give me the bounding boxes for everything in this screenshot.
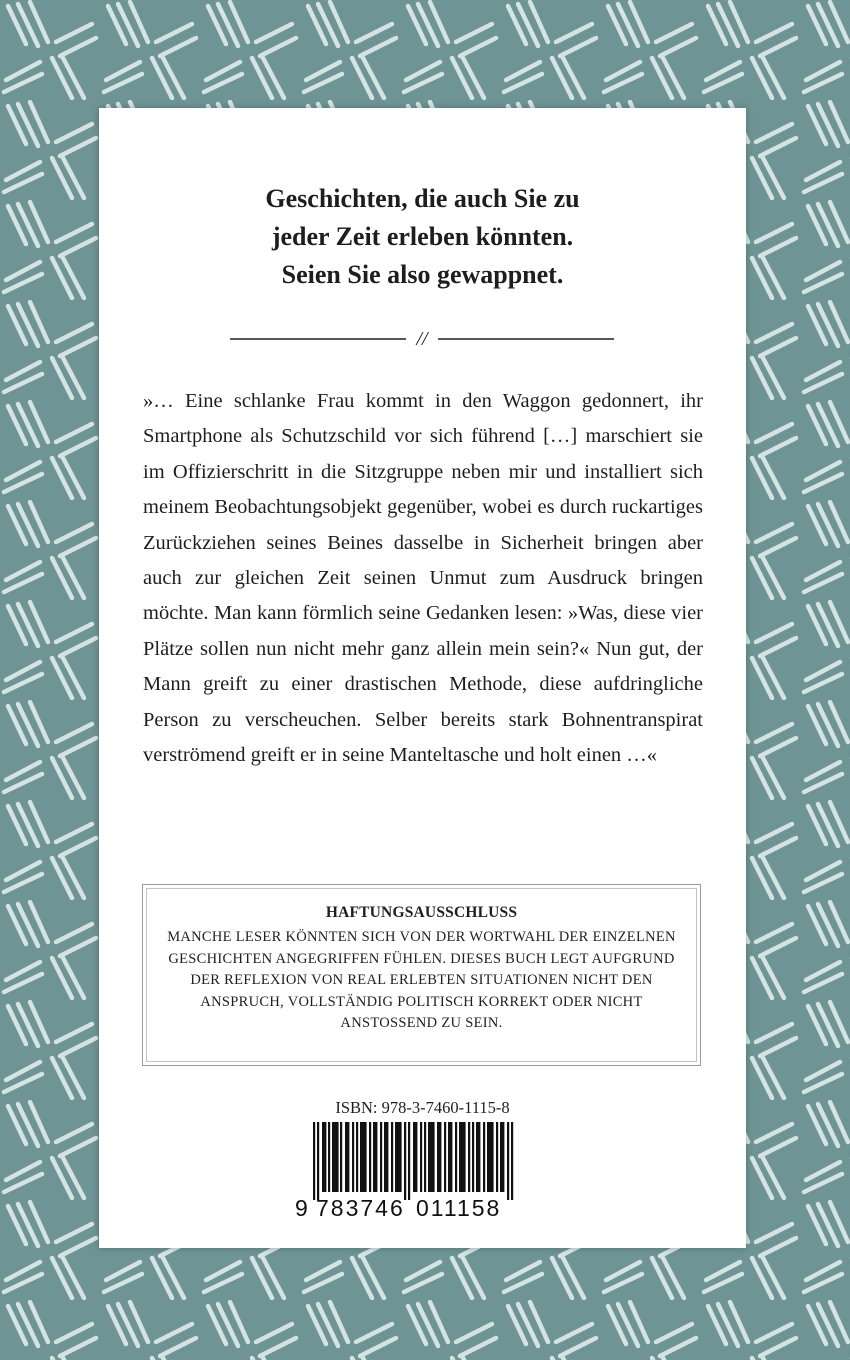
disclaimer-text: MANCHE LESER KÖNNTEN SICH VON DER WORTWAHL DER EINZELNEN GESCHICHTEN ANGEGRIFFEN FÜHLEN. DIESES BUCH LEGT AUFGRUND DER REFLEXION VON REAL ERLEBTEN SITUATIONEN NICHT DEN ANSPRUCH, VOLLSTÄNDIG POLITISCH KORREKT ODER NICHT ANSTOSSEND ZU SEIN.	[167, 929, 676, 1031]
barcode-digit-first: 9	[295, 1195, 308, 1221]
disclaimer-title: HAFTUNGSAUSSCHLUSS	[325, 904, 518, 921]
headline-line-3: Seien Sie also gewappnet.	[281, 260, 564, 289]
headline-line-2: jeder Zeit erleben könnten.	[271, 222, 574, 251]
headline-line-1: Geschichten, die auch Sie zu	[265, 184, 580, 213]
barcode-digit-group-1: 783746	[316, 1195, 405, 1221]
barcode	[295, 1122, 527, 1200]
book-excerpt: »… Eine schlanke Frau kommt in den Waggon gedonnert, ihr Smartphone als Schutzschild vor sich führend […] marschiert sie im Offizierschritt in die Sitzgruppe neben mir und installiert sich meinem Beobachtungsobjekt gegenüber, wobei es durch ruckartiges Zurückziehen seines Beines dasselbe in Sicherheit bringen aber auch zur gleichen Zeit seinen Unmut zum Ausdruck bringen möchte. Man kann förmlich seine Gedanken lesen: »Was, diese vier Plätze sollen nun nicht mehr ganz allein mein sein?« Nun gut, der Mann greift zu einer drastischen Methode, diese aufdringliche Person zu verscheuchen. Selber bereits stark Bohnentranspirat verströmend greift er in seine Manteltasche und holt einen …«	[143, 390, 703, 767]
back-cover-panel	[99, 108, 746, 1248]
isbn-label: ISBN: 978-3-7460-1115-8	[335, 1098, 510, 1117]
disclaimer-box	[142, 884, 701, 1066]
barcode-digit-group-2: 011158	[416, 1195, 502, 1221]
ornamental-divider	[230, 328, 614, 348]
divider-mark: //	[416, 328, 428, 348]
headline	[99, 180, 746, 294]
